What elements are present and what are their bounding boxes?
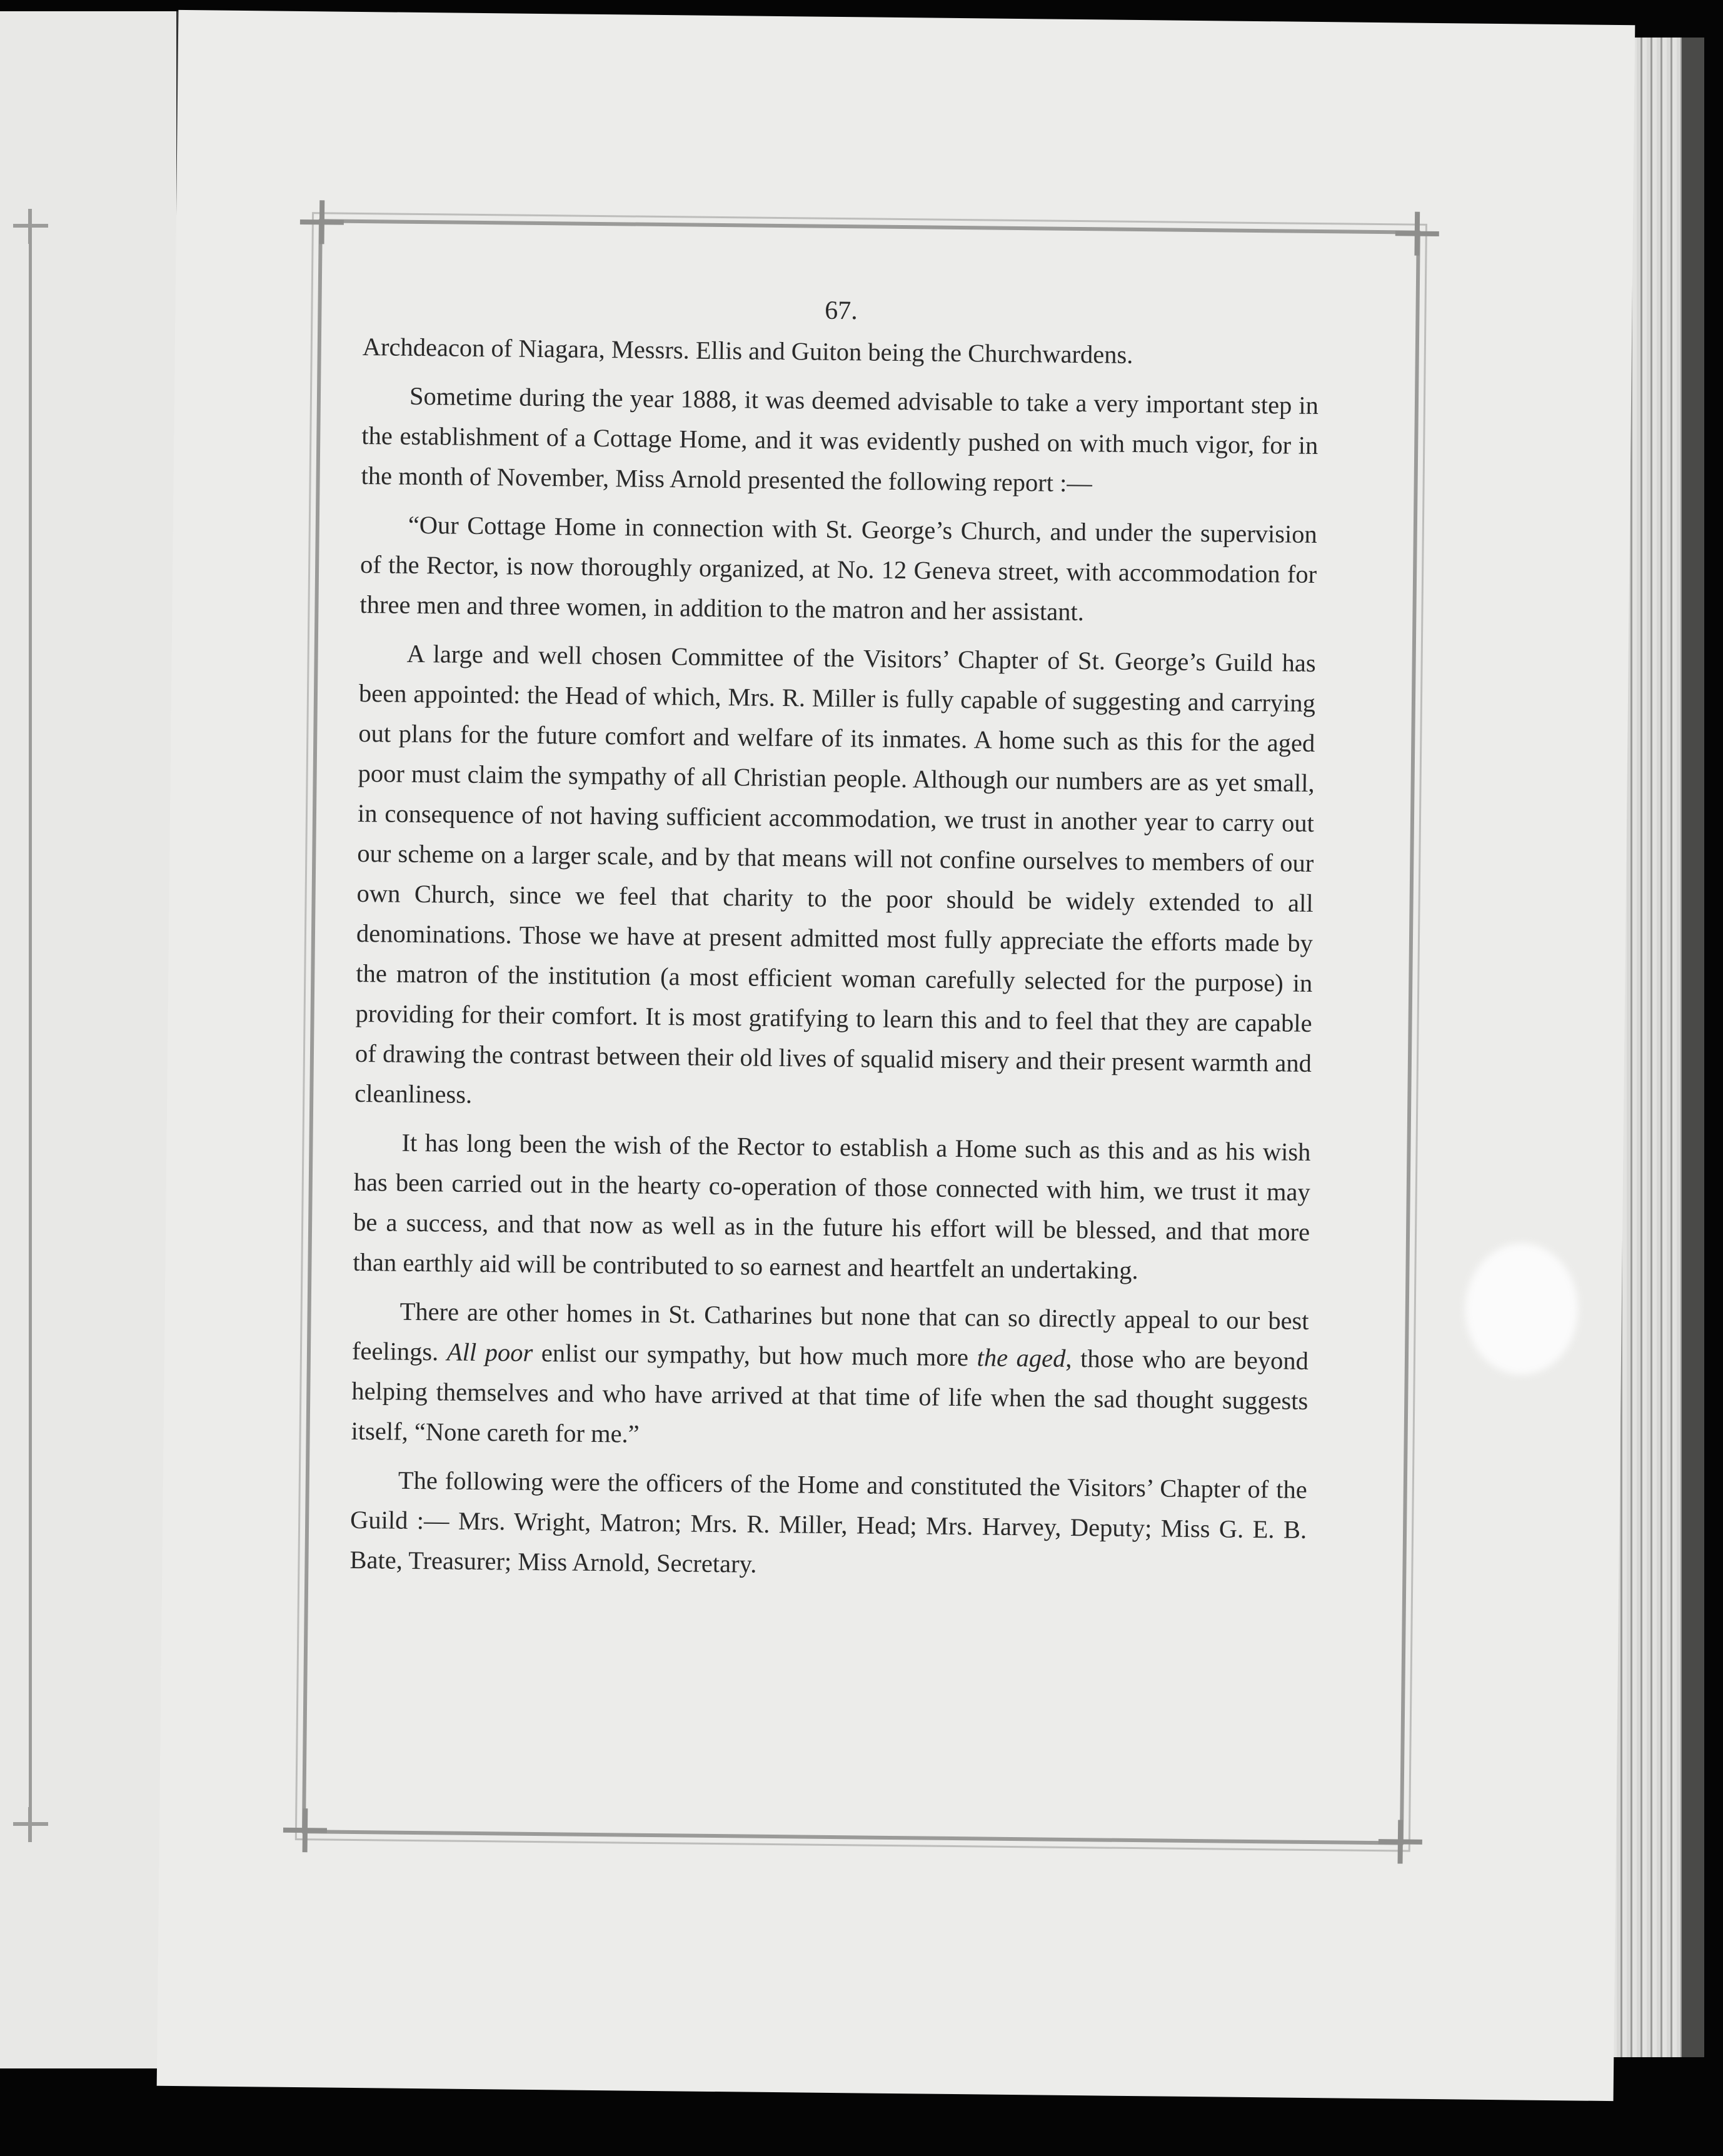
text-run: , those who are beyond helping themselves and who have arrived at that time of life when the sad thought suggests itself, “None careth for me.” — [351, 1344, 1309, 1448]
paragraph: “Our Cottage Home in connection with St. George’s Church, and under the supervision of the Rector, is now thoroughly organized, at No. 12 Geneva street, with accommodation for three men and three women, in addition to the matron and her assistant. — [359, 510, 1318, 627]
italic-text: the aged — [977, 1343, 1066, 1373]
corner-cross-ornament — [1379, 1820, 1423, 1864]
paragraph: A large and well chosen Committee of the Visitors’ Chapter of St. George’s Guild has been appointed: the Head of which, Mrs. R. Miller is fully capable of suggesting and carrying out plans for the future comfort and welfare of its inmates. A home such as this for the aged poor must claim the sympathy of all Christian people. Although our numbers are as yet small, in consequence of not having sufficient accommodation, we trust in another year to carry out our scheme on a larger scale, and by that means will not confine ourselves to members of our own Church, since we feel that charity to the poor should be widely extended to all denominations. Those we have at present admitted most fully appreciate the efforts made by the matron of the institution (a most efficient woman carefully selected for the purpose) in providing for their comfort. It is most gratifying to learn this and to feel that they are capable of drawing the contrast between their old lives of squalid misery and their present warmth and cleanliness. — [354, 639, 1316, 1109]
corner-cross-ornament — [300, 200, 344, 244]
left-page-cross-ornament — [13, 209, 48, 244]
paragraph — [351, 1291, 1309, 1461]
book-cover-edge — [1682, 38, 1704, 2057]
text-run: There are other homes in St. Catharines but none that can so directly appeal to our best feelings. — [351, 1297, 1309, 1366]
paragraph: Archdeacon of Niagara, Messrs. Ellis and Guiton being the Churchwardens. — [362, 333, 1133, 369]
text-run: enlist our sympathy, but how much more — [533, 1338, 977, 1372]
paragraph: The following were the officers of the Home and constituted the Visitors’ Chapter of the Guild :— Mrs. Wright, Matron; Mrs. R. Miller, Head; Mrs. Harvey, Deputy; Miss G. E. B. Bate, Treasurer; Miss Arnold, Secretary. — [349, 1466, 1307, 1578]
left-page-border-rule — [29, 224, 32, 1825]
book-page — [157, 10, 1635, 2101]
italic-text: All poor — [446, 1337, 533, 1367]
page-number: 67. — [824, 296, 858, 326]
left-page-cross-ornament — [13, 1807, 48, 1842]
corner-cross-ornament — [283, 1808, 328, 1853]
paper-stain — [1465, 1243, 1579, 1376]
paragraph: Sometime during the year 1888, it was deemed advisable to take a very important step in the establishment of a Cottage Home, and it was evidently pushed on with much vigor, for in the month of November, Miss Arnold presented the following report :— — [361, 381, 1319, 498]
facing-left-page — [0, 11, 178, 2068]
paragraph: It has long been the wish of the Rector to establish a Home such as this and as his wish has been carried out in the hearty co-operation of those connected with him, we trust it may be a success, and that now as well as in the future his effort will be blessed, and that more than earthly aid will be contributed to so earnest and heartfelt an undertaking. — [353, 1128, 1311, 1285]
corner-cross-ornament — [1395, 211, 1439, 256]
page-text — [349, 287, 1320, 1599]
